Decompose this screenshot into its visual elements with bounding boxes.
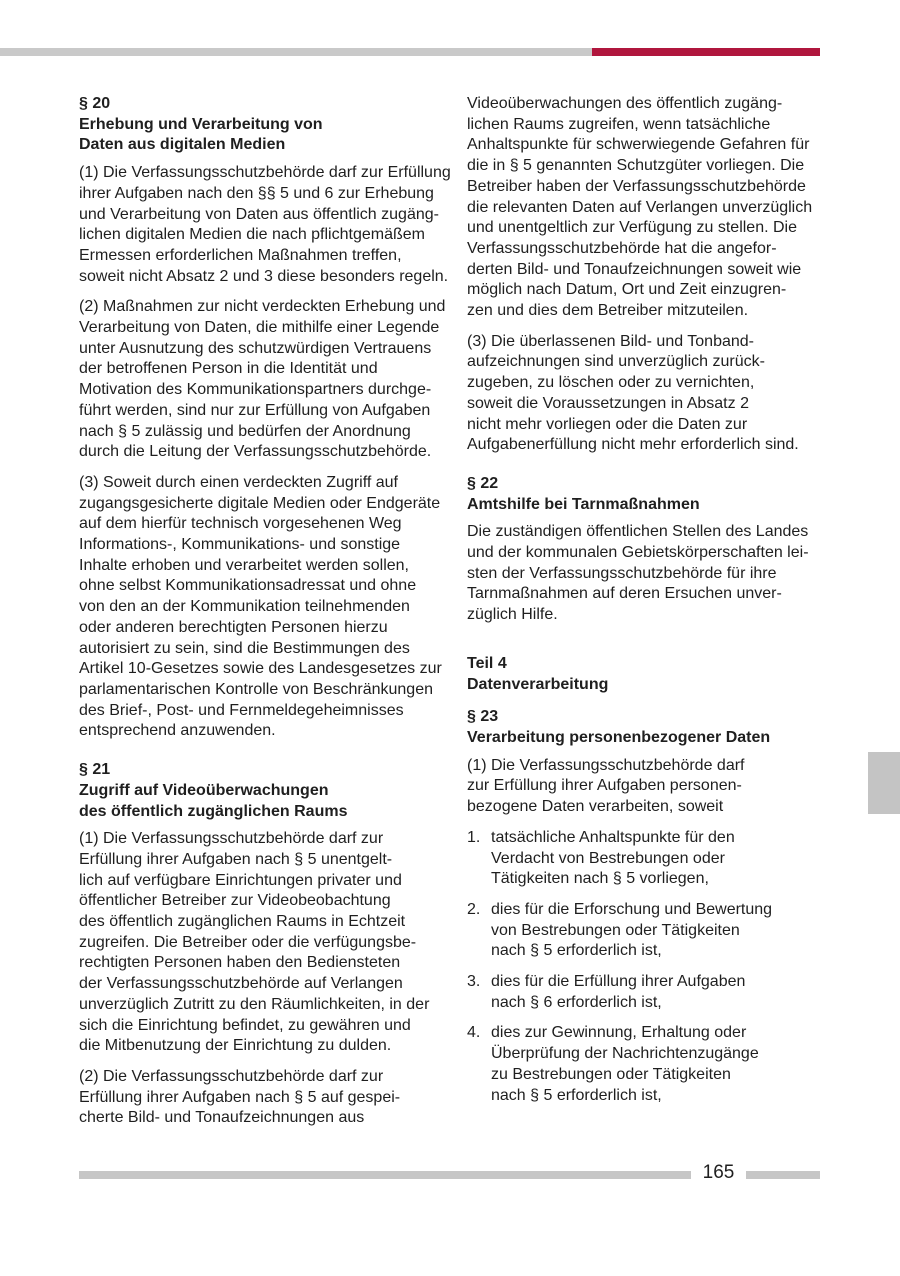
section-22-heading <box>467 474 812 515</box>
text-line: zur Erfüllung ihrer Aufgaben personen- <box>467 777 742 795</box>
part-label: Teil 4 <box>467 654 507 672</box>
text-line: Erfüllung ihrer Aufgaben nach § 5 unentgelt- <box>79 850 393 868</box>
paragraph <box>79 829 439 1057</box>
paragraph <box>79 163 451 287</box>
section-number: § 20 <box>79 95 111 112</box>
text-line: der Verfassungsschutzbehörde auf Verlangen <box>79 975 403 993</box>
section-title-line: Zugriff auf Videoüberwachungen <box>79 781 329 799</box>
text-line: führt werden, sind nur zur Erfüllung von Aufgaben <box>79 401 431 419</box>
text-line: aufzeichnungen sind unverzüglich zurück- <box>467 353 765 371</box>
text-line: zen und dies dem Betreiber mitzuteilen. <box>467 302 749 320</box>
text-line: cherte Bild- und Tonaufzeichnungen aus <box>79 1109 365 1127</box>
text-line: ohne selbst Kommunikationsadressat und ohne <box>79 577 417 595</box>
text-line: (3) Soweit durch einen verdeckten Zugriff auf <box>79 473 398 491</box>
section-title-line: Daten aus digitalen Medien <box>79 136 286 154</box>
page-number: 165 <box>702 1162 735 1183</box>
paragraph <box>467 94 812 322</box>
section-title-line: Erhebung und Verarbeitung von <box>79 115 323 133</box>
list-item <box>467 828 812 890</box>
paragraph <box>467 522 812 626</box>
text-line: (2) Maßnahmen zur nicht verdeckten Erhebung und <box>79 298 446 316</box>
text-line: Die zuständigen öffentlichen Stellen des Landes <box>467 523 809 541</box>
text-line: Aufgabenerfüllung nicht mehr erforderlich sind. <box>467 436 799 454</box>
text-line: nach § 5 erforderlich ist, <box>491 1086 662 1104</box>
text-line: Motivation des Kommunikationspartners durchge- <box>79 381 432 399</box>
text-line: Artikel 10-Gesetzes sowie des Landesgesetzes zur <box>79 660 442 678</box>
text-line: Überprüfung der Nachrichtenzugänge <box>491 1045 759 1063</box>
text-line: sich die Einrichtung befindet, zu gewähren und <box>79 1016 411 1034</box>
text-line: auf dem hierfür technisch vorgesehenen Weg <box>79 515 402 533</box>
chapter-side-tab <box>868 752 900 814</box>
text-line: (1) Die Verfassungsschutzbehörde darf zur <box>79 830 384 848</box>
text-line: oder anderen berechtigten Personen hierzu <box>79 618 388 636</box>
section-20-heading <box>79 94 439 156</box>
top-decor-bar <box>0 48 592 56</box>
section-title-line: Amtshilfe bei Tarnmaßnahmen <box>467 495 700 513</box>
text-line: die in § 5 genannten Schutzgüter vorliegen. Die <box>467 157 805 175</box>
list-number: 1. <box>467 828 481 846</box>
text-line: lichen digitalen Medien die nach pflichtgemäßem <box>79 226 425 244</box>
text-line: Betreiber haben der Verfassungsschutzbehörde <box>467 177 806 195</box>
list-number: 2. <box>467 900 481 918</box>
text-line: ihrer Aufgaben nach den §§ 5 und 6 zur Erhebung <box>79 184 434 202</box>
text-line: die Mitbenutzung der Einrichtung zu dulden. <box>79 1037 392 1055</box>
text-line: soweit die Voraussetzungen in Absatz 2 <box>467 394 749 412</box>
text-line: von Bestrebungen oder Tätigkeiten <box>491 921 740 939</box>
text-line: (1) Die Verfassungsschutzbehörde darf <box>467 756 745 774</box>
text-line: die relevanten Daten auf Verlangen unverzüglich <box>467 198 813 216</box>
top-accent-bar <box>592 48 820 56</box>
text-line: lichen Raums zugreifen, wenn tatsächliche <box>467 115 771 133</box>
text-line: der betroffenen Person in die Identität und <box>79 360 378 378</box>
text-line: lich auf verfügbare Einrichtungen privater und <box>79 871 402 889</box>
section-number: § 23 <box>467 708 499 726</box>
text-line: nach § 5 zulässig und bedürfen der Anordnung <box>79 422 411 440</box>
paragraph <box>79 297 446 463</box>
text-line: parlamentarischen Kontrolle von Beschränkungen <box>79 680 433 698</box>
section-number: § 22 <box>467 474 499 492</box>
paragraph <box>79 473 442 742</box>
text-line: zugeben, zu löschen oder zu vernichten, <box>467 374 755 392</box>
text-line: derten Bild- und Tonaufzeichnungen soweit wie <box>467 260 802 278</box>
list-item <box>467 900 812 962</box>
section-number: § 21 <box>79 761 111 779</box>
text-line: und Verarbeitung von Daten aus öffentlich zugäng- <box>79 205 439 223</box>
text-line: von den an der Kommunikation teilnehmenden <box>79 598 410 616</box>
text-line: und unentgeltlich zur Verfügung zu stellen. Die <box>467 219 797 237</box>
text-line: unverzüglich Zutritt zu den Räumlichkeiten, in der <box>79 995 430 1013</box>
text-line: dies für die Erfüllung ihrer Aufgaben <box>491 973 746 991</box>
text-line: (3) Die überlassenen Bild- und Tonband- <box>467 332 754 350</box>
text-line: Videoüberwachungen des öffentlich zugäng- <box>467 95 783 112</box>
paragraph <box>79 1067 439 1129</box>
text-line: Ermessen erforderlichen Maßnahmen treffen, <box>79 246 402 264</box>
section-title-line: des öffentlich zugänglichen Raums <box>79 802 348 820</box>
part-4-heading <box>467 654 812 695</box>
text-line: tatsächliche Anhaltspunkte für den <box>491 828 735 846</box>
text-line: zugangsgesicherte digitale Medien oder Endgeräte <box>79 494 441 512</box>
text-line: autorisiert zu sein, sind die Bestimmungen des <box>79 639 410 657</box>
numbered-list <box>467 828 812 1106</box>
text-line: Informations-, Kommunikations- und sonstige <box>79 536 401 554</box>
text-line: öffentlicher Betreiber zur Videobeobachtung <box>79 892 391 910</box>
list-item <box>467 1023 812 1106</box>
text-line: Erfüllung ihrer Aufgaben nach § 5 auf gespei- <box>79 1088 401 1106</box>
part-title: Datenverarbeitung <box>467 675 609 693</box>
text-line: dies für die Erforschung und Bewertung <box>491 900 773 918</box>
text-line: Anhaltspunkte für schwerwiegende Gefahren für <box>467 136 810 154</box>
text-line: (1) Die Verfassungsschutzbehörde darf zur Erfüllung <box>79 164 451 182</box>
text-line: zugreifen. Die Betreiber oder die verfügungsbe- <box>79 933 417 951</box>
text-line: entsprechend anzuwenden. <box>79 722 276 740</box>
text-line: sten der Verfassungsschutzbehörde für ihre <box>467 564 777 582</box>
footer-bar-right <box>746 1171 820 1179</box>
text-line: Verarbeitung von Daten, die mithilfe einer Legende <box>79 319 440 337</box>
text-line: Inhalte erhoben und verarbeitet werden sollen, <box>79 556 409 574</box>
right-column <box>467 94 812 1116</box>
left-column <box>79 94 451 1139</box>
text-line: des Brief-, Post- und Fernmeldegeheimnisses <box>79 701 404 719</box>
text-line: soweit nicht Absatz 2 und 3 diese besonders regeln. <box>79 267 449 285</box>
text-line: bezogene Daten verarbeiten, soweit <box>467 798 724 816</box>
section-23-heading <box>467 707 812 748</box>
text-line: (2) Die Verfassungsschutzbehörde darf zur <box>79 1067 384 1085</box>
text-line: möglich nach Datum, Ort und Zeit einzugren- <box>467 281 787 299</box>
list-number: 3. <box>467 973 481 991</box>
text-line: rechtigten Personen haben den Bediensteten <box>79 954 401 972</box>
paragraph <box>467 756 812 818</box>
text-line: züglich Hilfe. <box>467 606 558 624</box>
text-line: nach § 6 erforderlich ist, <box>491 993 662 1011</box>
text-line: und der kommunalen Gebietskörperschaften lei- <box>467 544 809 562</box>
list-item <box>467 972 812 1013</box>
text-line: Tätigkeiten nach § 5 vorliegen, <box>491 870 709 888</box>
paragraph <box>467 332 812 456</box>
section-21-heading <box>79 760 439 822</box>
section-title-line: Verarbeitung personenbezogener Daten <box>467 728 771 746</box>
text-line: Tarnmaßnahmen auf deren Ersuchen unver- <box>467 585 782 603</box>
text-line: Verdacht von Bestrebungen oder <box>491 849 725 867</box>
text-line: Verfassungsschutzbehörde hat die angefor- <box>467 239 777 257</box>
text-line: zu Bestrebungen oder Tätigkeiten <box>491 1065 731 1083</box>
text-line: dies zur Gewinnung, Erhaltung oder <box>491 1024 747 1042</box>
text-line: des öffentlich zugänglichen Raums in Echtzeit <box>79 913 406 931</box>
footer-bar-left <box>79 1171 691 1179</box>
text-line: unter Ausnutzung des schutzwürdigen Vertrauens <box>79 339 432 357</box>
text-line: nach § 5 erforderlich ist, <box>491 942 662 960</box>
text-line: durch die Leitung der Verfassungsschutzbehörde. <box>79 443 432 461</box>
text-line: nicht mehr vorliegen oder die Daten zur <box>467 415 748 433</box>
list-number: 4. <box>467 1024 481 1042</box>
